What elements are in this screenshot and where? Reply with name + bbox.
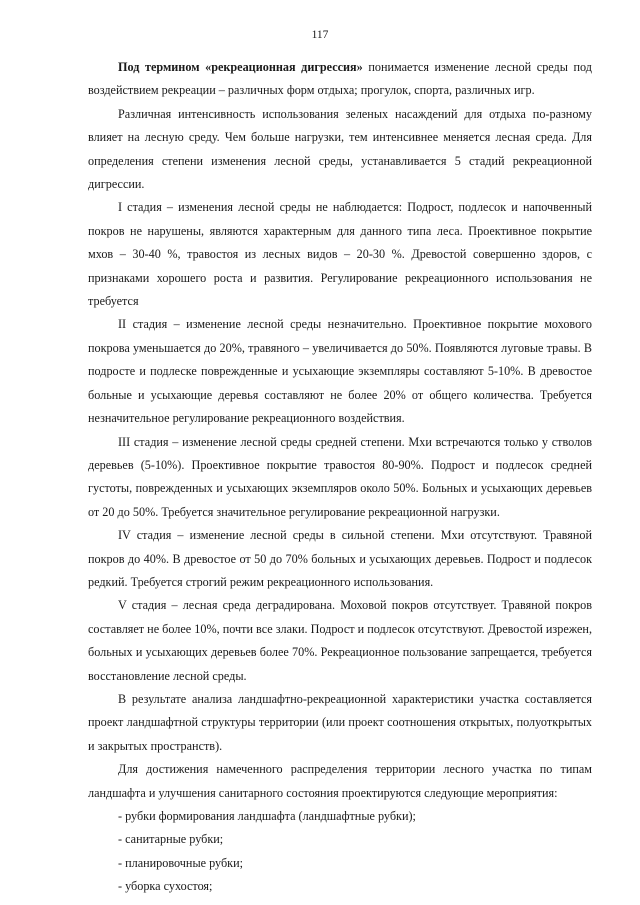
page-number: 117 xyxy=(311,29,329,41)
intro-paragraph xyxy=(88,56,592,103)
list-item: - санитарные рубки; xyxy=(118,832,224,847)
paragraph-analysis: В результате анализа ландшафтно-рекреационной характеристики участка составляется проект ландшафтной структуры территории (или проект соотношения открытых, полуоткрытых и закрытых пространств). xyxy=(88,691,592,753)
list-item: - уборка сухостоя; xyxy=(118,879,213,894)
term-heading: Под термином «рекреационная дигрессия» xyxy=(118,60,363,74)
term-definition: понимается изменение лесной среды под воздействием рекреации – различных форм отдыха; прогулок, спорта, различных игр. xyxy=(88,60,592,98)
paragraph-stage-2: II стадия – изменение лесной среды незначительно. Проективное покрытие мохового покрова уменьшается до 20%, травяного – увеличивается до 50%. Появляются луговые травы. В подросте и подлеске поврежденные и усыхающие экземпляры составляют 5-10%. В древостое больные и усыхающие деревья составляют не более 20% от общего количества. Требуется незначительное регулирование рекреационного воздействия. xyxy=(88,317,592,426)
paragraph-stage-5: V стадия – лесная среда деградирована. Моховой покров отсутствует. Травяной покров составляет не более 10%, почти все злаки. Подрост и подлесок отсутствуют. Древостой изрежен, больных и усыхающих деревьев более 70%. Рекреационное пользование запрещается, требуется восстановление лесной среды. xyxy=(88,598,592,683)
paragraph-stage-3: III стадия – изменение лесной среды средней степени. Мхи встречаются только у стволов деревьев (5-10%). Проективное покрытие травостоя 80-90%. Подрост и подлесок средней густоты, поврежденных и усыхающих экземпляров около 50%. Больных и усыхающих деревьев от 20 до 50%. Требуется значительное регулирование рекреационной нагрузки. xyxy=(88,434,592,519)
list-item: - планировочные рубки; xyxy=(118,855,243,870)
list-item: - рубки формирования ландшафта (ландшафтные рубки); xyxy=(118,809,416,823)
measures-list xyxy=(88,805,592,899)
paragraph-intensity: Различная интенсивность использования зеленых насаждений для отдыха по-разному влияет на лесную среду. Чем больше нагрузки, тем интенсивнее меняется лесная среда. Для определения степени изменения лесной среды, устанавливается 5 стадий рекреационной дигрессии. xyxy=(88,106,592,192)
paragraph-measures: Для достижения намеченного распределения территории лесного участка по типам ландшафта и улучшения санитарного состояния проектируются следующие мероприятия: xyxy=(88,762,592,800)
paragraph-stage-4: IV стадия – изменение лесной среды в сильной степени. Мхи отсутствуют. Травяной покров до 40%. В древостое от 50 до 70% больных и усыхающих деревьев. Подрост и подлесок редкий. Требуется строгий режим рекреационного использования. xyxy=(88,528,592,589)
body-text xyxy=(88,56,592,899)
paragraph-stage-1: I стадия – изменения лесной среды не наблюдается: Подрост, подлесок и напочвенный покров не нарушены, являются характерным для данного типа леса. Проективное покрытие мхов – 30-40 %, травостоя из лесных видов – 20-30 %. Древостой совершенно здоров, с признаками хорошего роста и развития. Регулирование рекреационного использования не требуется xyxy=(88,200,592,309)
